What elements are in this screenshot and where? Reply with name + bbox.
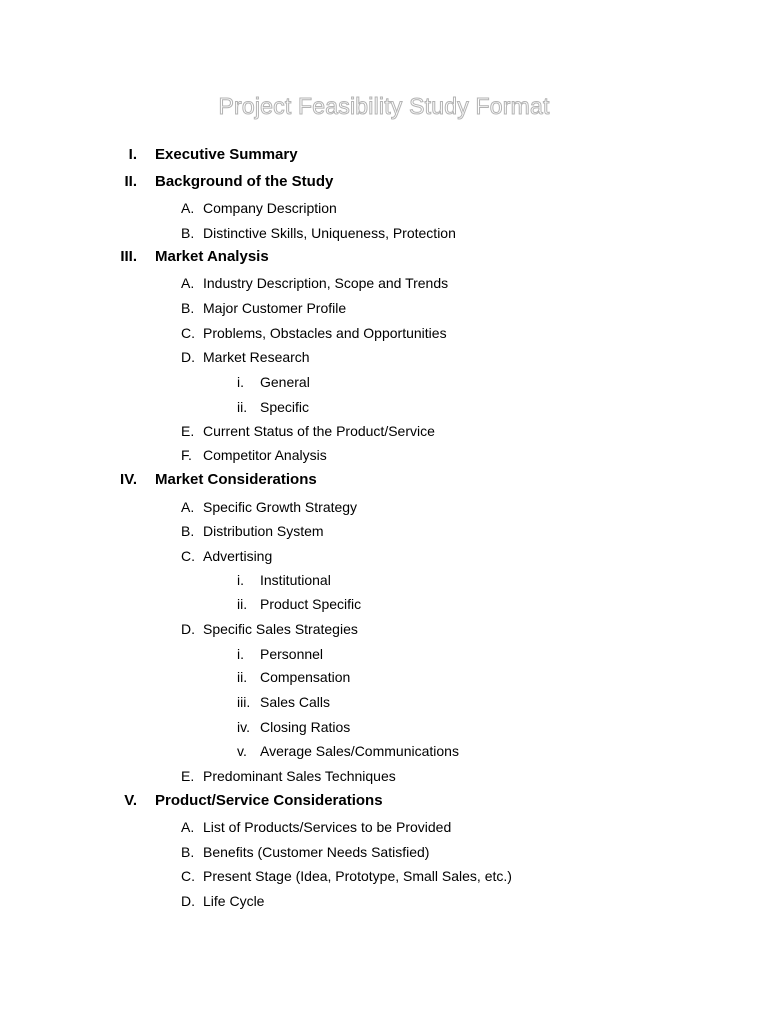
outline-marker: i. — [237, 646, 244, 662]
outline-text: Advertising — [203, 548, 273, 564]
outline-text: Personnel — [260, 646, 324, 662]
outline-text: Background of the Study — [155, 173, 334, 190]
outline-text: Market Research — [203, 349, 310, 365]
outline-marker: A. — [181, 499, 195, 515]
outline-text: Market Analysis — [155, 248, 269, 265]
outline-text: Specific Growth Strategy — [203, 499, 358, 515]
outline-text: Product Specific — [260, 596, 362, 612]
outline-marker: I. — [128, 146, 137, 163]
outline-marker: D. — [181, 621, 195, 637]
outline-text: Distribution System — [203, 523, 324, 539]
outline-marker: E. — [181, 423, 195, 439]
outline-text: Closing Ratios — [260, 719, 351, 735]
outline-text: List of Products/Services to be Provided — [203, 819, 452, 835]
outline-text: Current Status of the Product/Service — [203, 423, 435, 439]
outline-marker: III. — [120, 248, 137, 265]
outline-text: Major Customer Profile — [203, 300, 347, 316]
outline-marker: C. — [181, 548, 195, 564]
outline-text: Compensation — [260, 669, 351, 685]
outline-marker: i. — [237, 374, 244, 390]
outline-marker: IV. — [120, 471, 137, 488]
outline-text: Industry Description, Scope and Trends — [203, 275, 449, 291]
outline-text: Specific — [260, 399, 310, 415]
outline-marker: iv. — [237, 719, 250, 735]
outline-text: Executive Summary — [155, 146, 298, 163]
outline-text: Sales Calls — [260, 694, 331, 710]
outline-text: Predominant Sales Techniques — [203, 768, 396, 784]
outline-marker: C. — [181, 868, 195, 884]
outline-marker: v. — [237, 743, 247, 759]
outline-text: Distinctive Skills, Uniqueness, Protection — [203, 225, 456, 241]
outline-marker: C. — [181, 325, 195, 341]
outline-text: Company Description — [203, 200, 337, 216]
outline-marker: B. — [181, 225, 195, 241]
outline-text: General — [260, 374, 310, 390]
outline-marker: A. — [181, 819, 195, 835]
outline-marker: A. — [181, 200, 195, 216]
outline-marker: B. — [181, 523, 195, 539]
outline-marker: B. — [181, 300, 195, 316]
outline-text: Institutional — [260, 572, 331, 588]
outline-text: Life Cycle — [203, 893, 265, 909]
outline-text: Present Stage (Idea, Prototype, Small Sales, etc.) — [203, 868, 512, 884]
outline-text: Problems, Obstacles and Opportunities — [203, 325, 447, 341]
outline-marker: F. — [181, 447, 192, 463]
outline-marker: D. — [181, 349, 195, 365]
outline-marker: ii. — [237, 596, 248, 612]
outline-text: Competitor Analysis — [203, 447, 327, 463]
outline-marker: iii. — [237, 694, 251, 710]
outline-marker: E. — [181, 768, 195, 784]
outline-marker: D. — [181, 893, 195, 909]
document-title: Project Feasibility Study Format — [218, 93, 550, 119]
outline-marker: II. — [124, 173, 137, 190]
outline-text: Average Sales/Communications — [260, 743, 459, 759]
outline-marker: i. — [237, 572, 244, 588]
outline-text: Market Considerations — [155, 471, 317, 488]
outline-marker: ii. — [237, 669, 248, 685]
outline-text: Specific Sales Strategies — [203, 621, 358, 637]
outline-text: Product/Service Considerations — [155, 792, 383, 809]
outline-marker: A. — [181, 275, 195, 291]
outline-marker: B. — [181, 844, 195, 860]
outline-marker: V. — [124, 792, 137, 809]
outline-marker: ii. — [237, 399, 248, 415]
outline-text: Benefits (Customer Needs Satisfied) — [203, 844, 430, 860]
